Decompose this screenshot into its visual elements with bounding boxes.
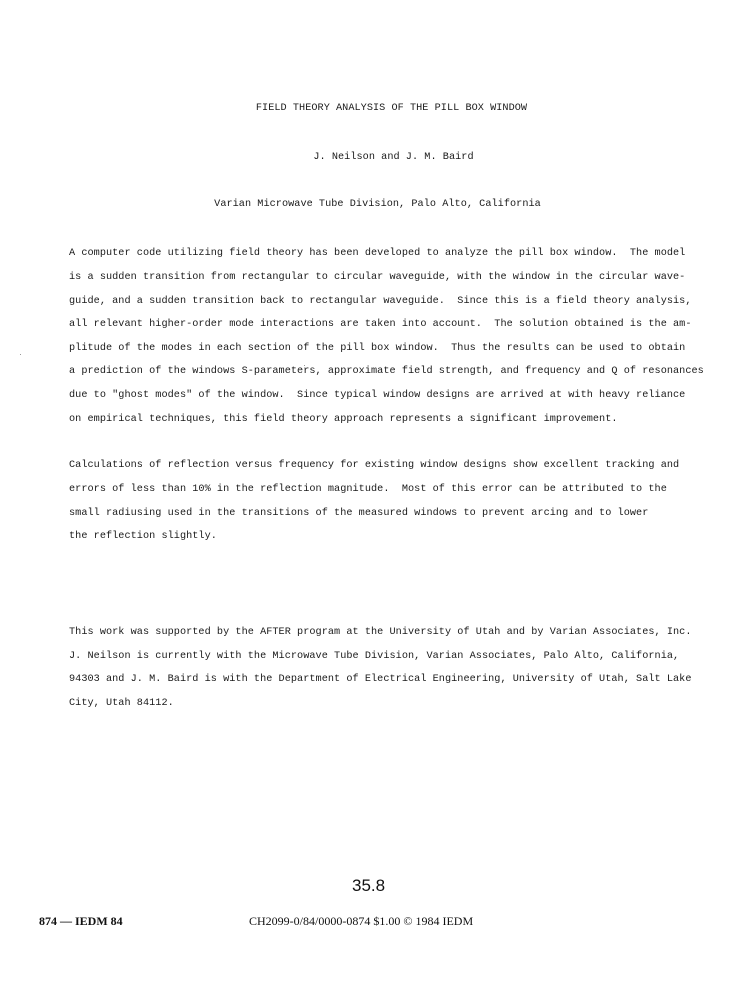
affiliation: Varian Microwave Tube Division, Palo Alto, California — [214, 199, 541, 210]
text-line: J. Neilson is currently with the Microwave Tube Division, Varian Associates, Palo Alto, California, — [69, 651, 680, 662]
page-reference: 874 — IEDM 84 — [39, 914, 123, 928]
text-line: errors of less than 10% in the reflection magnitude. Most of this error can be attributed to the — [69, 484, 667, 495]
text-line: is a sudden transition from rectangular to circular waveguide, with the window in the circular wave- — [69, 272, 686, 283]
text-line: This work was supported by the AFTER program at the University of Utah and by Varian Associates, Inc. — [69, 627, 692, 638]
text-line: Calculations of reflection versus frequency for existing window designs show excellent tracking and — [69, 460, 680, 471]
section-number: 35.8 — [352, 876, 386, 895]
text-line: due to "ghost modes" of the window. Since typical window designs are arrived at with heavy reliance — [69, 390, 686, 401]
text-line: guide, and a sudden transition back to rectangular waveguide. Since this is a field theory analysis, — [69, 296, 692, 307]
scan-speck — [20, 354, 21, 355]
text-line: City, Utah 84112. — [69, 698, 174, 709]
copyright-line: CH2099-0/84/0000-0874 $1.00 © 1984 IEDM — [249, 914, 474, 928]
text-line: A computer code utilizing field theory has been developed to analyze the pill box window. The model — [69, 248, 686, 259]
text-line: a prediction of the windows S-parameters, approximate field strength, and frequency and Q of resonances — [69, 366, 704, 377]
text-line: on empirical techniques, this field theory approach represents a significant improvement. — [69, 414, 618, 425]
scan-speck — [304, 365, 305, 366]
authors: J. Neilson and J. M. Baird — [313, 152, 474, 163]
text-line: all relevant higher-order mode interactions are taken into account. The solution obtained is the am- — [69, 319, 692, 330]
text-line: small radiusing used in the transitions of the measured windows to prevent arcing and to lower — [69, 508, 649, 519]
text-line: 94303 and J. M. Baird is with the Department of Electrical Engineering, University of Utah, Salt Lake — [69, 674, 692, 685]
paper-title: FIELD THEORY ANALYSIS OF THE PILL BOX WINDOW — [255, 103, 528, 114]
text-line: plitude of the modes in each section of the pill box window. Thus the results can be used to obtain — [69, 343, 686, 354]
text-line: the reflection slightly. — [69, 531, 217, 542]
